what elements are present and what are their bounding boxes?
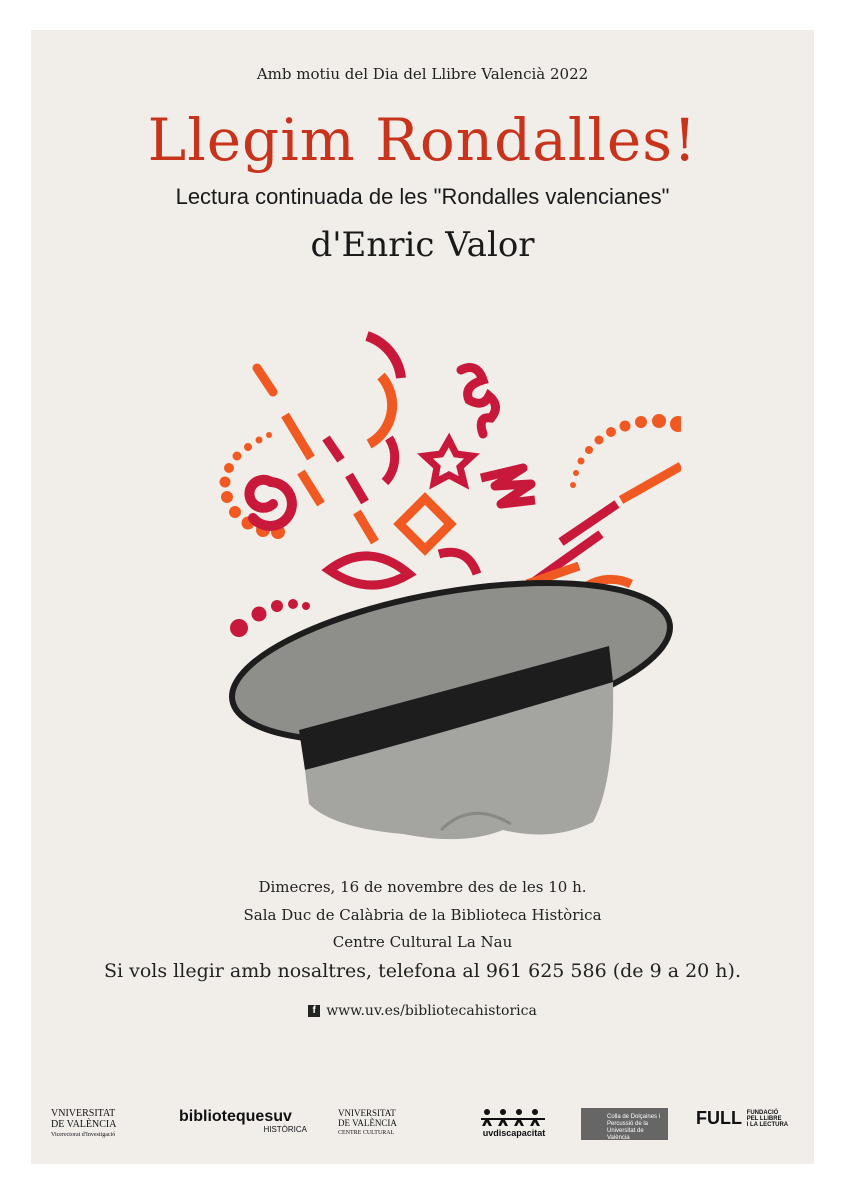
website-line: [31, 1003, 814, 1019]
page-title: Llegim Rondalles!: [147, 106, 698, 174]
poster: [31, 30, 814, 1164]
author: d'Enric Valor: [310, 225, 535, 265]
sponsor-logos: [31, 1108, 814, 1148]
event-phone: Si vols llegir amb nosaltres, telefona al 961 625 586 (de 9 a 20 h).: [104, 960, 741, 982]
discapacitat-logo: uvdiscapacitat: [474, 1108, 554, 1138]
leaf-shape: [329, 556, 409, 585]
centre-cultural-logo: VNIVERSITAT DE VALÈNCIA CENTRE CULTURAL: [338, 1108, 397, 1136]
biblioteques-logo: bibliotequesuv HISTÒRICA: [179, 1108, 307, 1134]
uv-logo: VNIVERSITAT DE VALÈNCIA Vicerectorat d'Investigació: [51, 1108, 117, 1138]
colla-logo: Colla de Dolçaines i Percussió de la Universitat de València: [581, 1108, 668, 1140]
dotted-arc-bottom-left: [230, 599, 310, 637]
occasion-line: Amb motiu del Dia del Llibre Valencià 2022: [256, 65, 589, 83]
star-shape: [425, 440, 472, 483]
hat-illustration: [181, 290, 681, 860]
squiggle: [461, 368, 496, 434]
event-room: Sala Duc de Calàbria de la Biblioteca Històrica: [243, 906, 602, 924]
spiral: [249, 480, 292, 526]
event-date: Dimecres, 16 de novembre des de les 10 h.: [258, 878, 587, 896]
full-logo: FULL FUNDACIÓ PEL LLIBRE I LA LECTURA: [696, 1108, 789, 1129]
event-venue: Centre Cultural La Nau: [332, 933, 513, 951]
diamond-shape: [400, 499, 451, 550]
people-icon: [479, 1108, 549, 1126]
zigzag-shape: [481, 468, 535, 504]
facebook-icon: f: [308, 1005, 320, 1017]
subtitle: Lectura continuada de les "Rondalles valencianes": [175, 184, 670, 209]
website-link[interactable]: www.uv.es/bibliotecahistorica: [326, 1003, 537, 1019]
